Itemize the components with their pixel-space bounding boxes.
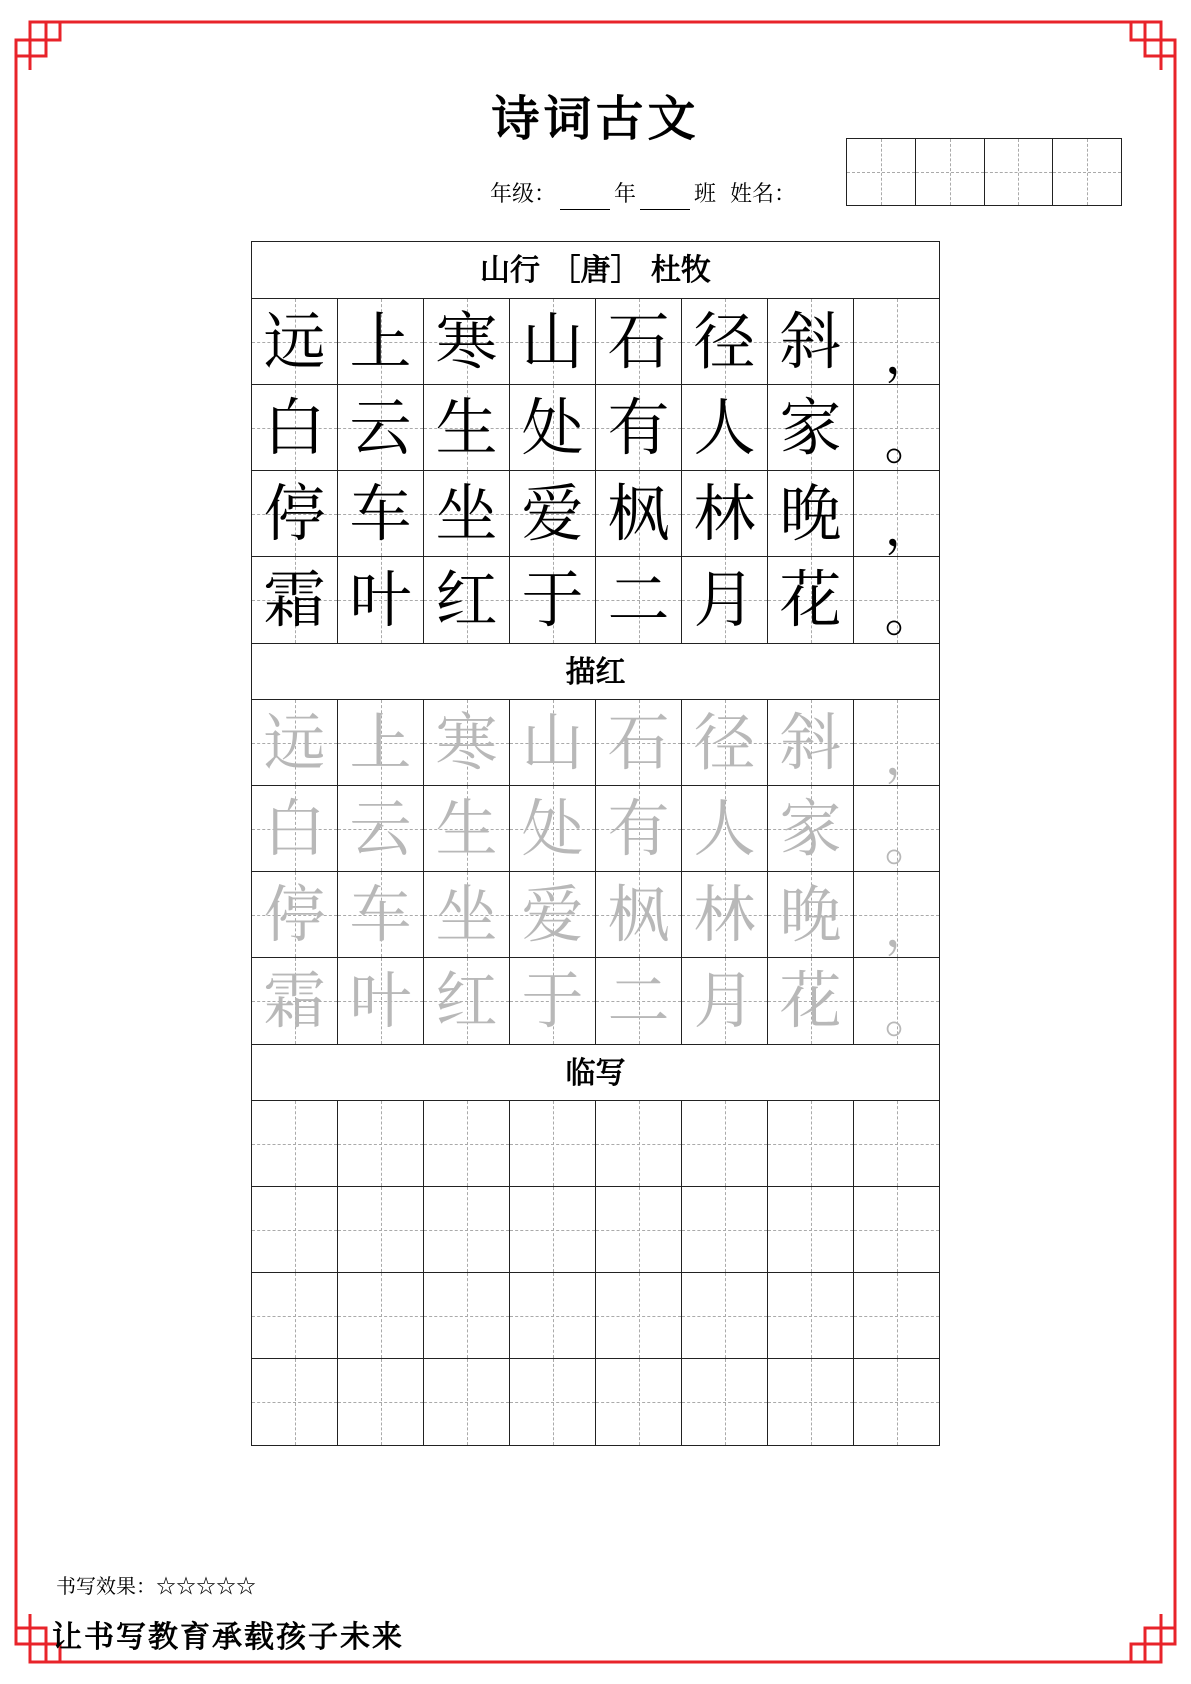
blank-grid-cell[interactable] bbox=[424, 1187, 510, 1272]
grid-cell bbox=[252, 471, 338, 556]
copy-row bbox=[252, 1359, 939, 1445]
grid-cell bbox=[424, 471, 510, 556]
trace-character: 家 bbox=[779, 791, 842, 865]
poem-character: 上 bbox=[349, 304, 412, 378]
grid-cell bbox=[424, 958, 510, 1044]
trace-character: 霜 bbox=[263, 964, 326, 1037]
blank-grid-cell[interactable] bbox=[424, 1273, 510, 1358]
blank-grid-cell[interactable] bbox=[854, 1273, 939, 1358]
grid-cell bbox=[424, 872, 510, 957]
grid-cell bbox=[338, 958, 424, 1044]
trace-grid bbox=[252, 700, 939, 1044]
grid-cell bbox=[338, 471, 424, 556]
trace-character: 径 bbox=[693, 705, 756, 779]
copy-row bbox=[252, 1273, 939, 1359]
writing-effect bbox=[56, 1570, 256, 1599]
poem-character: 林 bbox=[693, 476, 756, 550]
blank-grid-cell[interactable] bbox=[682, 1187, 768, 1272]
grid-cell bbox=[252, 700, 338, 785]
blank-grid-cell[interactable] bbox=[854, 1101, 939, 1186]
trace-character: 石 bbox=[607, 705, 670, 779]
name-box[interactable] bbox=[985, 139, 1054, 205]
page-title: 诗词古文 bbox=[491, 91, 700, 147]
grid-cell bbox=[252, 385, 338, 470]
copy-grid[interactable] bbox=[252, 1101, 939, 1445]
poem-character: 坐 bbox=[435, 476, 498, 550]
trace-row bbox=[252, 786, 939, 872]
blank-grid-cell[interactable] bbox=[510, 1273, 596, 1358]
trace-character: ， bbox=[884, 726, 937, 785]
poem-character: 二 bbox=[607, 563, 670, 636]
grid-cell bbox=[682, 299, 768, 384]
name-box[interactable] bbox=[847, 139, 916, 205]
trace-character: 林 bbox=[693, 877, 756, 951]
trace-header: 描红 bbox=[252, 643, 939, 700]
grid-cell bbox=[682, 557, 768, 643]
grid-cell bbox=[338, 385, 424, 470]
grid-cell bbox=[854, 299, 939, 384]
blank-grid-cell[interactable] bbox=[338, 1359, 424, 1445]
grid-cell bbox=[424, 786, 510, 871]
trace-character: 斜 bbox=[779, 705, 842, 779]
grid-cell bbox=[682, 872, 768, 957]
trace-character: 坐 bbox=[435, 877, 498, 951]
grid-cell bbox=[596, 872, 682, 957]
blank-grid-cell[interactable] bbox=[768, 1187, 854, 1272]
poem-character: 斜 bbox=[779, 304, 842, 378]
grid-cell bbox=[252, 786, 338, 871]
blank-grid-cell[interactable] bbox=[854, 1187, 939, 1272]
trace-character: 。 bbox=[884, 812, 937, 871]
blank-grid-cell[interactable] bbox=[252, 1273, 338, 1358]
grid-cell bbox=[338, 786, 424, 871]
grid-cell bbox=[596, 299, 682, 384]
grid-cell bbox=[424, 299, 510, 384]
trace-character: 处 bbox=[521, 791, 584, 865]
blank-grid-cell[interactable] bbox=[338, 1101, 424, 1186]
poem-character: 于 bbox=[521, 563, 584, 636]
grid-cell bbox=[854, 557, 939, 643]
grade-blank[interactable] bbox=[560, 187, 610, 210]
grid-cell bbox=[768, 958, 854, 1044]
blank-grid-cell[interactable] bbox=[510, 1101, 596, 1186]
rating-stars[interactable]: ☆☆☆☆☆ bbox=[156, 1574, 256, 1598]
trace-character: 山 bbox=[521, 705, 584, 779]
poem-character: 白 bbox=[263, 390, 326, 464]
poem-character: 霜 bbox=[263, 563, 326, 636]
grid-cell bbox=[854, 872, 939, 957]
grid-cell bbox=[768, 385, 854, 470]
grid-cell bbox=[252, 299, 338, 384]
blank-grid-cell[interactable] bbox=[424, 1359, 510, 1445]
trace-row bbox=[252, 958, 939, 1044]
blank-grid-cell[interactable] bbox=[252, 1101, 338, 1186]
blank-grid-cell[interactable] bbox=[768, 1101, 854, 1186]
trace-row bbox=[252, 872, 939, 958]
blank-grid-cell[interactable] bbox=[854, 1359, 939, 1445]
grid-cell bbox=[510, 385, 596, 470]
poem-character: 月 bbox=[693, 563, 756, 636]
grid-cell bbox=[596, 786, 682, 871]
grid-cell bbox=[768, 557, 854, 643]
trace-character: 停 bbox=[263, 877, 326, 951]
grid-cell bbox=[768, 786, 854, 871]
poem-header: 山行 ［唐］ 杜牧 bbox=[252, 242, 939, 299]
poem-character: 有 bbox=[607, 390, 670, 464]
grid-cell bbox=[510, 700, 596, 785]
year-suffix: 年 bbox=[614, 182, 637, 207]
name-label: 姓名： bbox=[730, 182, 797, 207]
class-suffix: 班 bbox=[694, 182, 717, 207]
trace-character: 有 bbox=[607, 791, 670, 865]
trace-character: ， bbox=[884, 898, 937, 957]
poem-row bbox=[252, 557, 939, 643]
poem-character: 爱 bbox=[521, 476, 584, 550]
grid-cell bbox=[338, 700, 424, 785]
blank-grid-cell[interactable] bbox=[252, 1359, 338, 1445]
poem-character: 叶 bbox=[349, 563, 412, 636]
grid-cell bbox=[510, 471, 596, 556]
poem-character: 石 bbox=[607, 304, 670, 378]
trace-character: 叶 bbox=[349, 964, 412, 1037]
poem-row bbox=[252, 385, 939, 471]
copy-row bbox=[252, 1101, 939, 1187]
trace-character: 。 bbox=[884, 985, 937, 1044]
blank-grid-cell[interactable] bbox=[510, 1359, 596, 1445]
grid-cell bbox=[682, 700, 768, 785]
poem-character: 花 bbox=[779, 563, 842, 636]
grid-cell bbox=[424, 700, 510, 785]
grid-cell bbox=[252, 557, 338, 643]
poem-character: 晚 bbox=[779, 476, 842, 550]
grade-label: 年级： bbox=[490, 182, 557, 207]
trace-character: 月 bbox=[693, 964, 756, 1037]
name-box[interactable] bbox=[1053, 139, 1121, 205]
copy-row bbox=[252, 1187, 939, 1273]
poem-row bbox=[252, 299, 939, 385]
grid-cell bbox=[424, 385, 510, 470]
poem-grid bbox=[252, 299, 939, 643]
grid-cell bbox=[424, 557, 510, 643]
grid-cell bbox=[596, 471, 682, 556]
blank-grid-cell[interactable] bbox=[252, 1187, 338, 1272]
practice-sheet bbox=[251, 241, 940, 1446]
trace-character: 二 bbox=[607, 964, 670, 1037]
poem-character: 寒 bbox=[435, 304, 498, 378]
grid-cell bbox=[596, 958, 682, 1044]
grid-cell bbox=[338, 299, 424, 384]
poem-character: 。 bbox=[884, 411, 937, 470]
grid-cell bbox=[682, 786, 768, 871]
effect-label: 书写效果： bbox=[56, 1574, 156, 1598]
grid-cell bbox=[854, 700, 939, 785]
grid-cell bbox=[252, 872, 338, 957]
grid-cell bbox=[252, 958, 338, 1044]
blank-grid-cell[interactable] bbox=[682, 1101, 768, 1186]
blank-grid-cell[interactable] bbox=[596, 1359, 682, 1445]
poem-character: 处 bbox=[521, 390, 584, 464]
name-boxes[interactable] bbox=[846, 138, 1122, 206]
grid-cell bbox=[768, 299, 854, 384]
poem-character: 家 bbox=[779, 390, 842, 464]
trace-character: 红 bbox=[435, 964, 498, 1037]
grid-cell bbox=[596, 700, 682, 785]
copy-header: 临写 bbox=[252, 1044, 939, 1101]
trace-character: 云 bbox=[349, 791, 412, 865]
trace-character: 爱 bbox=[521, 877, 584, 951]
trace-character: 上 bbox=[349, 705, 412, 779]
poem-character: 山 bbox=[521, 304, 584, 378]
blank-grid-cell[interactable] bbox=[768, 1273, 854, 1358]
poem-row bbox=[252, 471, 939, 557]
grid-cell bbox=[682, 471, 768, 556]
grid-cell bbox=[682, 958, 768, 1044]
trace-row bbox=[252, 700, 939, 786]
poem-character: 人 bbox=[693, 390, 756, 464]
poem-character: 红 bbox=[435, 563, 498, 636]
class-blank[interactable] bbox=[640, 187, 690, 210]
trace-character: 晚 bbox=[779, 877, 842, 951]
poem-character: 云 bbox=[349, 390, 412, 464]
grid-cell bbox=[768, 700, 854, 785]
trace-character: 于 bbox=[521, 964, 584, 1037]
grid-cell bbox=[854, 958, 939, 1044]
poem-character: 远 bbox=[263, 304, 326, 378]
trace-character: 生 bbox=[435, 791, 498, 865]
grid-cell bbox=[510, 557, 596, 643]
poem-character: 径 bbox=[693, 304, 756, 378]
trace-character: 远 bbox=[263, 705, 326, 779]
grid-cell bbox=[596, 385, 682, 470]
class-info-line bbox=[490, 180, 796, 210]
blank-grid-cell[interactable] bbox=[596, 1273, 682, 1358]
blank-grid-cell[interactable] bbox=[338, 1273, 424, 1358]
poem-character: 车 bbox=[349, 476, 412, 550]
slogan: 让书写教育承载孩子未来 bbox=[52, 1620, 404, 1655]
blank-grid-cell[interactable] bbox=[768, 1359, 854, 1445]
grid-cell bbox=[768, 872, 854, 957]
grid-cell bbox=[510, 958, 596, 1044]
blank-grid-cell[interactable] bbox=[596, 1187, 682, 1272]
grid-cell bbox=[338, 872, 424, 957]
trace-character: 车 bbox=[349, 877, 412, 951]
poem-character: 。 bbox=[884, 584, 937, 643]
poem-character: 生 bbox=[435, 390, 498, 464]
blank-grid-cell[interactable] bbox=[338, 1187, 424, 1272]
grid-cell bbox=[510, 299, 596, 384]
name-box[interactable] bbox=[916, 139, 985, 205]
trace-character: 枫 bbox=[607, 877, 670, 951]
poem-character: 停 bbox=[263, 476, 326, 550]
blank-grid-cell[interactable] bbox=[510, 1187, 596, 1272]
poem-character: ， bbox=[884, 497, 937, 556]
grid-cell bbox=[510, 786, 596, 871]
grid-cell bbox=[854, 471, 939, 556]
grid-cell bbox=[768, 471, 854, 556]
trace-character: 人 bbox=[693, 791, 756, 865]
blank-grid-cell[interactable] bbox=[682, 1359, 768, 1445]
blank-grid-cell[interactable] bbox=[682, 1273, 768, 1358]
trace-character: 白 bbox=[263, 791, 326, 865]
trace-character: 寒 bbox=[435, 705, 498, 779]
poem-character: 枫 bbox=[607, 476, 670, 550]
grid-cell bbox=[338, 557, 424, 643]
grid-cell bbox=[510, 872, 596, 957]
grid-cell bbox=[854, 786, 939, 871]
grid-cell bbox=[596, 557, 682, 643]
grid-cell bbox=[854, 385, 939, 470]
grid-cell bbox=[682, 385, 768, 470]
poem-character: ， bbox=[884, 325, 937, 384]
trace-character: 花 bbox=[779, 964, 842, 1037]
blank-grid-cell[interactable] bbox=[596, 1101, 682, 1186]
blank-grid-cell[interactable] bbox=[424, 1101, 510, 1186]
